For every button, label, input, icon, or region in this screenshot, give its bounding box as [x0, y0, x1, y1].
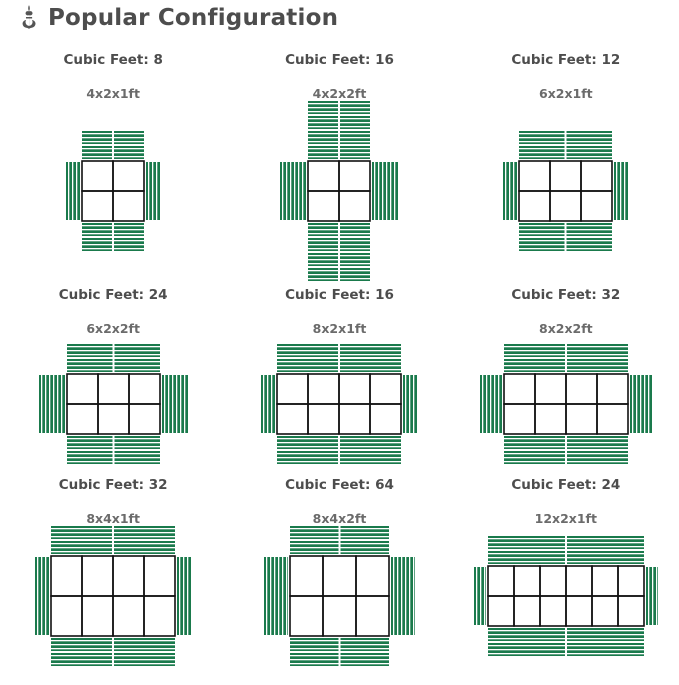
configuration-diagram	[35, 526, 191, 666]
dimensions-label: 8x2x2ft	[539, 321, 593, 336]
configuration-cell	[453, 281, 679, 471]
dimensions-label: 4x2x1ft	[86, 86, 140, 101]
page-title: Popular Configuration	[48, 5, 339, 31]
cubic-feet-label: Cubic Feet: 32	[511, 287, 621, 303]
dimensions-label: 8x4x1ft	[86, 511, 140, 526]
configuration-figure	[0, 336, 226, 471]
cubic-feet-label: Cubic Feet: 16	[285, 52, 394, 68]
configuration-diagram	[66, 131, 160, 251]
configuration-figure	[453, 101, 679, 281]
configuration-cell	[226, 46, 452, 281]
dimensions-label: 6x2x1ft	[539, 86, 593, 101]
dimensions-label: 8x2x1ft	[312, 321, 367, 336]
configuration-diagram	[264, 526, 415, 666]
configuration-figure	[226, 526, 452, 666]
cubic-feet-label: Cubic Feet: 16	[285, 287, 394, 303]
cubic-feet-label: Cubic Feet: 24	[511, 477, 621, 493]
configuration-figure	[453, 336, 679, 471]
configuration-diagram	[474, 536, 658, 656]
dimensions-label: 12x2x1ft	[534, 511, 597, 526]
cubic-feet-label: Cubic Feet: 12	[511, 52, 621, 68]
configuration-cell	[0, 46, 226, 281]
cubic-feet-label: Cubic Feet: 32	[58, 477, 168, 493]
cubic-feet-label: Cubic Feet: 64	[285, 477, 394, 493]
dimensions-label: 6x2x2ft	[86, 321, 140, 336]
dimensions-label: 8x4x2ft	[312, 511, 367, 526]
configuration-cell	[453, 46, 679, 281]
configuration-cell	[0, 471, 226, 666]
cubic-feet-label: Cubic Feet: 24	[58, 287, 168, 303]
configuration-diagram	[503, 131, 628, 251]
configuration-grid	[0, 46, 679, 666]
configuration-diagram	[261, 344, 417, 464]
cubic-feet-label: Cubic Feet: 8	[63, 52, 163, 68]
configuration-figure	[0, 526, 226, 666]
fleur-de-lis-icon	[18, 4, 40, 32]
configuration-figure	[0, 101, 226, 281]
configuration-cell	[453, 471, 679, 666]
page-header	[0, 0, 679, 32]
configuration-diagram	[480, 344, 652, 464]
configuration-cell	[0, 281, 226, 471]
configuration-figure	[453, 526, 679, 666]
configuration-figure	[226, 336, 452, 471]
dimensions-label: 4x2x2ft	[312, 86, 367, 101]
configuration-figure	[226, 101, 452, 281]
configuration-diagram	[280, 101, 398, 281]
configuration-cell	[226, 471, 452, 666]
configuration-diagram	[39, 344, 188, 464]
configuration-cell	[226, 281, 452, 471]
